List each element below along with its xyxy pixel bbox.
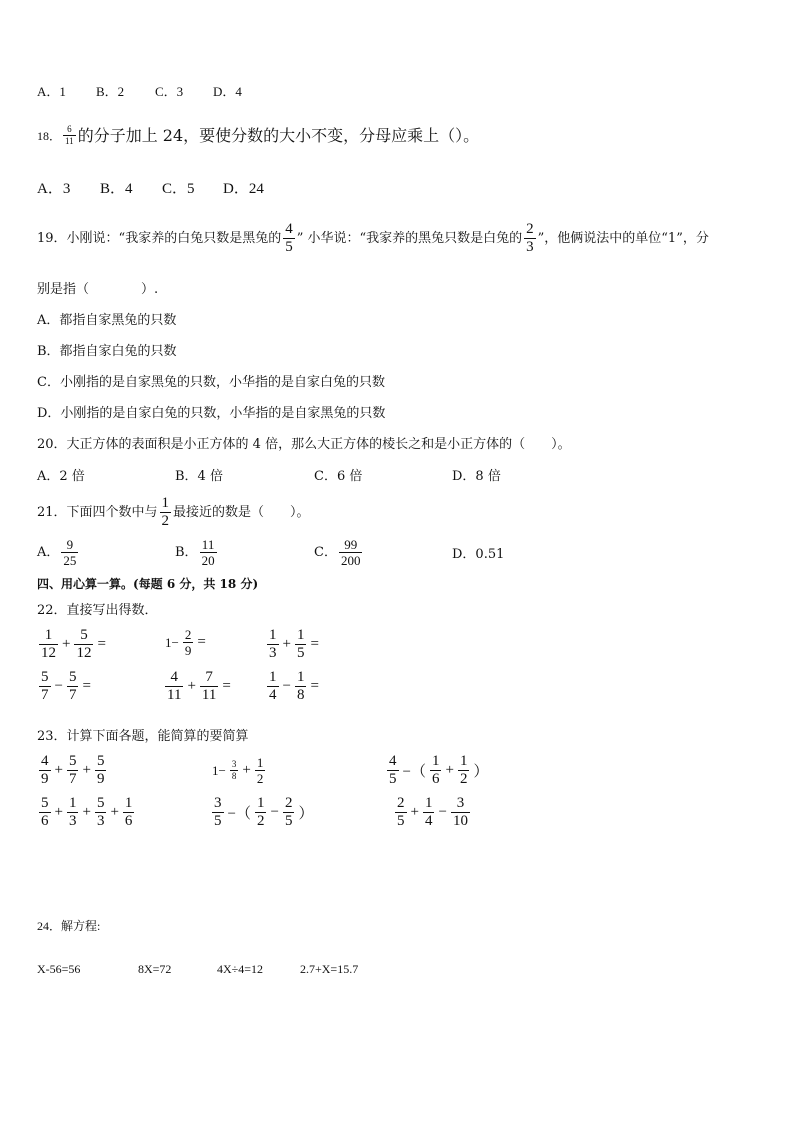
- question-18-number: 18．: [37, 128, 62, 143]
- q24-equation-2: 8X=72: [138, 962, 172, 976]
- question-21: [37, 496, 310, 529]
- q21-option-a: A． $\frac{9}{25}$: [37, 537, 77, 568]
- q17-option-c: C．3: [155, 84, 184, 99]
- q22-expr-2: 1− $\frac{2}{9}$ =: [165, 627, 206, 658]
- q23-expr-5: $\frac{3}{5}$ −（ $\frac{1}{2}$ − $\frac{2}{5}$ ）: [214, 795, 314, 829]
- q21-option-b: B． $\frac{11}{20}$: [175, 537, 215, 568]
- q22-expr-3: $\frac{1}{3}$ + $\frac{1}{5}$ =: [269, 627, 319, 661]
- question-19-line-2: 别是指（ ）.: [37, 282, 159, 297]
- q20-option-b: B．4 倍: [175, 469, 223, 484]
- q23-expr-3: $\frac{4}{5}$ −（ $\frac{1}{6}$ + $\frac{1}{2}$ ）: [389, 753, 489, 787]
- q20-option-a: A．2 倍: [37, 469, 85, 484]
- question-18-text: 的分子加上 24，要使分数的大小不变，分母应乘上（）。: [77, 125, 480, 145]
- q22-expr-6: $\frac{1}{4}$ − $\frac{1}{8}$ =: [269, 669, 319, 703]
- q18-option-a: A．3: [37, 181, 71, 197]
- q18-option-d: D．24: [223, 181, 264, 197]
- question-21-fraction: $\frac{1}{2}$: [161, 495, 170, 529]
- question-20: 20．大正方体的表面积是小正方体的 4 倍，那么大正方体的棱长之和是小正方体的（ ）。: [37, 437, 571, 452]
- q17-option-b: B．2: [96, 84, 125, 99]
- q19-option-a: A．都指自家黑兔的只数: [37, 313, 177, 328]
- q19-option-d: D．小刚指的是自家白兔的只数，小华指的是自家黑兔的只数: [37, 406, 386, 421]
- question-22-title: 22．直接写出得数．: [37, 603, 158, 618]
- q17-option-a: A．1: [37, 84, 66, 99]
- question-21-text-a: 21．下面四个数中与: [37, 505, 158, 520]
- q21-option-c: C． $\frac{99}{200}$: [314, 537, 361, 568]
- section-4-heading: 四、用心算一算。(每题 6 分，共 18 分): [37, 577, 259, 591]
- question-19-text-c: ”，他俩说法中的单位“1”，分: [537, 231, 709, 246]
- question-19-text-b: ” 小华说：“我家养的黑兔只数是白兔的: [296, 231, 523, 246]
- q21-option-b-fraction: $\frac{11}{20}$: [201, 537, 215, 568]
- q23-expr-4: $\frac{5}{6}$ + $\frac{1}{3}$ + $\frac{5}{3}$ + $\frac{1}{6}$: [41, 795, 133, 829]
- q21-option-c-fraction: $\frac{99}{200}$: [340, 537, 361, 568]
- question-19-text-a: 19．小刚说：“我家养的白兔只数是黑兔的: [37, 231, 282, 246]
- q23-expr-2: 1− $\frac{3}{8}$ + $\frac{1}{2}$: [212, 755, 264, 786]
- q22-expr-4: $\frac{5}{7}$ − $\frac{5}{7}$ =: [41, 669, 91, 703]
- q24-equation-4: 2.7+X=15.7: [300, 962, 359, 976]
- q18-option-b: B．4: [100, 181, 133, 197]
- question-19-fraction-2: $\frac{2}{3}$: [526, 221, 534, 255]
- question-18-fraction: $\frac{6}{11}$: [65, 124, 74, 146]
- question-23-title: 23．计算下面各题，能简算的要简算: [37, 729, 249, 744]
- question-18: [37, 125, 479, 146]
- question-21-text-b: 最接近的数是（ ）。: [173, 505, 310, 520]
- q19-option-c: C．小刚指的是自家黑兔的只数，小华指的是自家白兔的只数: [37, 375, 385, 390]
- q19-option-b: B．都指自家白兔的只数: [37, 344, 177, 359]
- q24-equation-3: 4X÷4=12: [217, 962, 264, 976]
- q23-expr-1: $\frac{4}{9}$ + $\frac{5}{7}$ + $\frac{5}{9}$: [41, 753, 105, 787]
- q23-expr-6: $\frac{2}{5}$ + $\frac{1}{4}$ − $\frac{3}{10}$: [397, 795, 468, 829]
- q22-expr-1: $\frac{1}{12}$ + $\frac{5}{12}$ =: [41, 627, 106, 661]
- question-19: [37, 222, 709, 255]
- question-19-fraction-1: $\frac{4}{5}$: [285, 221, 293, 255]
- q20-option-c: C．6 倍: [314, 469, 363, 484]
- q18-option-c: C．5: [162, 181, 195, 197]
- q22-expr-5: $\frac{4}{11}$ + $\frac{7}{11}$ =: [167, 669, 231, 703]
- question-24-title: 24．解方程:: [37, 919, 101, 933]
- q21-option-d: D．0.51: [452, 547, 505, 562]
- q20-option-d: D．8 倍: [452, 469, 501, 484]
- q21-option-a-fraction: $\frac{9}{25}$: [63, 537, 77, 568]
- q24-equation-1: X-56=56: [37, 962, 81, 976]
- q17-option-d: D．4: [213, 84, 242, 99]
